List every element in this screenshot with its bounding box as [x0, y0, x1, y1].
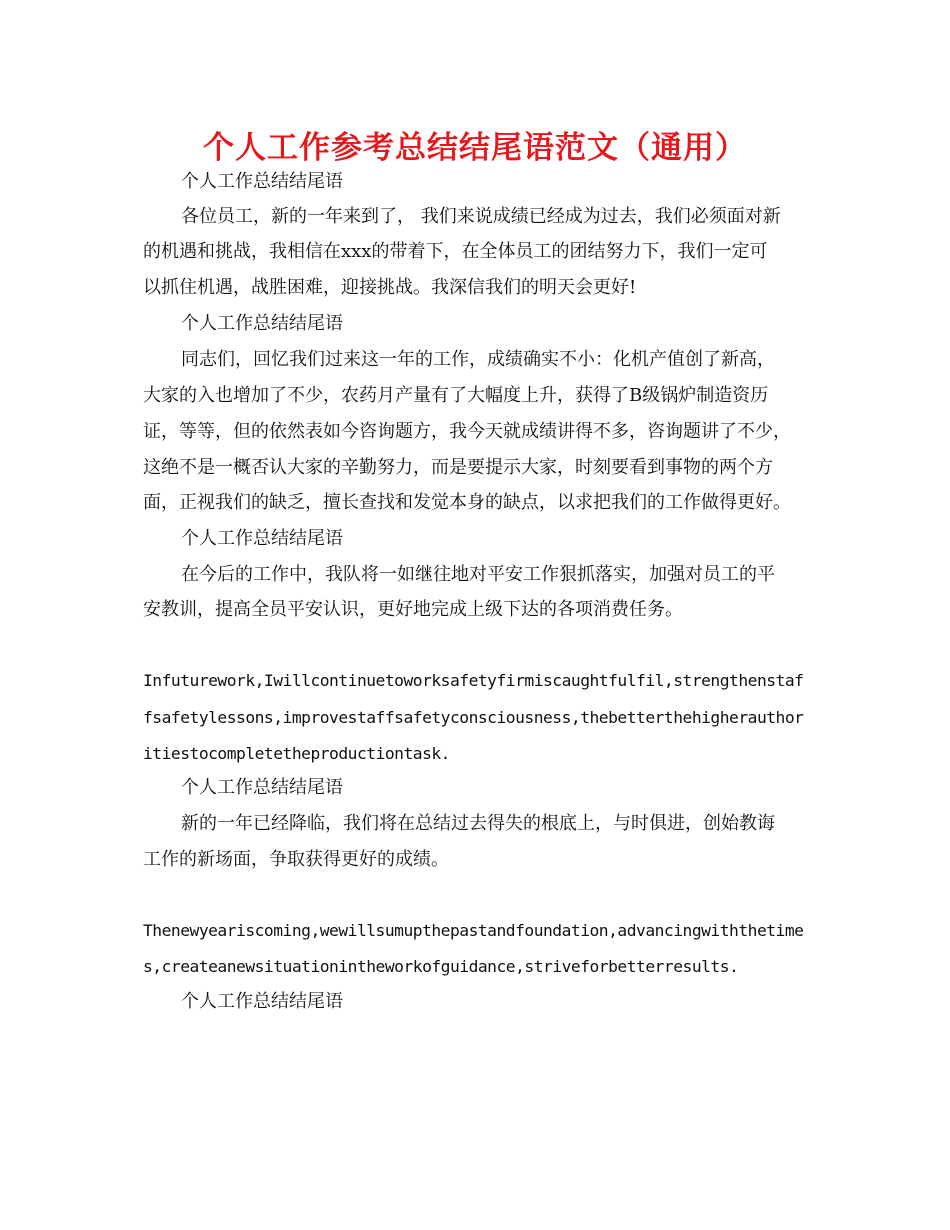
paragraph-line: 以抓住机遇，战胜困难，迎接挑战。我深信我们的明天会更好! — [143, 277, 637, 298]
section-heading: 个人工作总结结尾语 — [181, 528, 343, 549]
paragraph-line: 新的一年已经降临，我们将在总结过去得失的根底上，与时俱进，创始教诲 — [181, 813, 775, 834]
section-heading: 个人工作总结结尾语 — [181, 313, 343, 334]
paragraph-line: 的机遇和挑战，我相信在xxx的带着下，在全体员工的团结努力下，我们一定可 — [143, 241, 768, 262]
paragraph-line: 各位员工，新的一年来到了， 我们来说成绩已经成为过去，我们必须面对新 — [181, 206, 781, 227]
english-line: Infuturework,Iwillcontinuetoworksafetyfirmiscaughtfulfil,strengthenstaf — [143, 671, 804, 690]
paragraph-line: 大家的入也增加了不少，农药月产量有了大幅度上升，获得了B级锅炉制造资历 — [143, 385, 769, 406]
english-line: itiestocompletetheproductiontask. — [143, 744, 450, 763]
paragraph-line: 面，正视我们的缺乏，擅长查找和发觉本身的缺点，以求把我们的工作做得更好。 — [143, 492, 791, 513]
paragraph-line: 工作的新场面，争取获得更好的成绩。 — [143, 849, 449, 870]
english-line: s,createanewsituationintheworkofguidance,striveforbetterresults. — [143, 957, 739, 976]
paragraph-line: 证，等等，但的依然表如今咨询题方，我今天就成绩讲得不多，咨询题讲了不少， — [143, 421, 791, 442]
section-heading: 个人工作总结结尾语 — [181, 777, 343, 798]
paragraph-line: 安教训，提高全员平安认识，更好地完成上级下达的各项消费任务。 — [143, 599, 683, 620]
section-heading: 个人工作总结结尾语 — [181, 991, 343, 1012]
paragraph-line: 这绝不是一概否认大家的辛勤努力，而是要提示大家，时刻要看到事物的两个方 — [143, 457, 773, 478]
english-line: fsafetylessons,improvestaffsafetyconsciousness,thebetterthehigherauthor — [143, 708, 804, 727]
english-line: Thenewyeariscoming,wewillsumupthepastandfoundation,advancingwiththetime — [143, 921, 804, 940]
document-title: 个人工作参考总结结尾语范文（通用） — [203, 130, 747, 166]
paragraph-line: 在今后的工作中，我队将一如继往地对平安工作狠抓落实，加强对员工的平 — [181, 564, 775, 585]
paragraph-line: 同志们，回忆我们过来这一年的工作，成绩确实不小：化机产值创了新高， — [181, 349, 775, 370]
section-heading: 个人工作总结结尾语 — [181, 171, 343, 192]
